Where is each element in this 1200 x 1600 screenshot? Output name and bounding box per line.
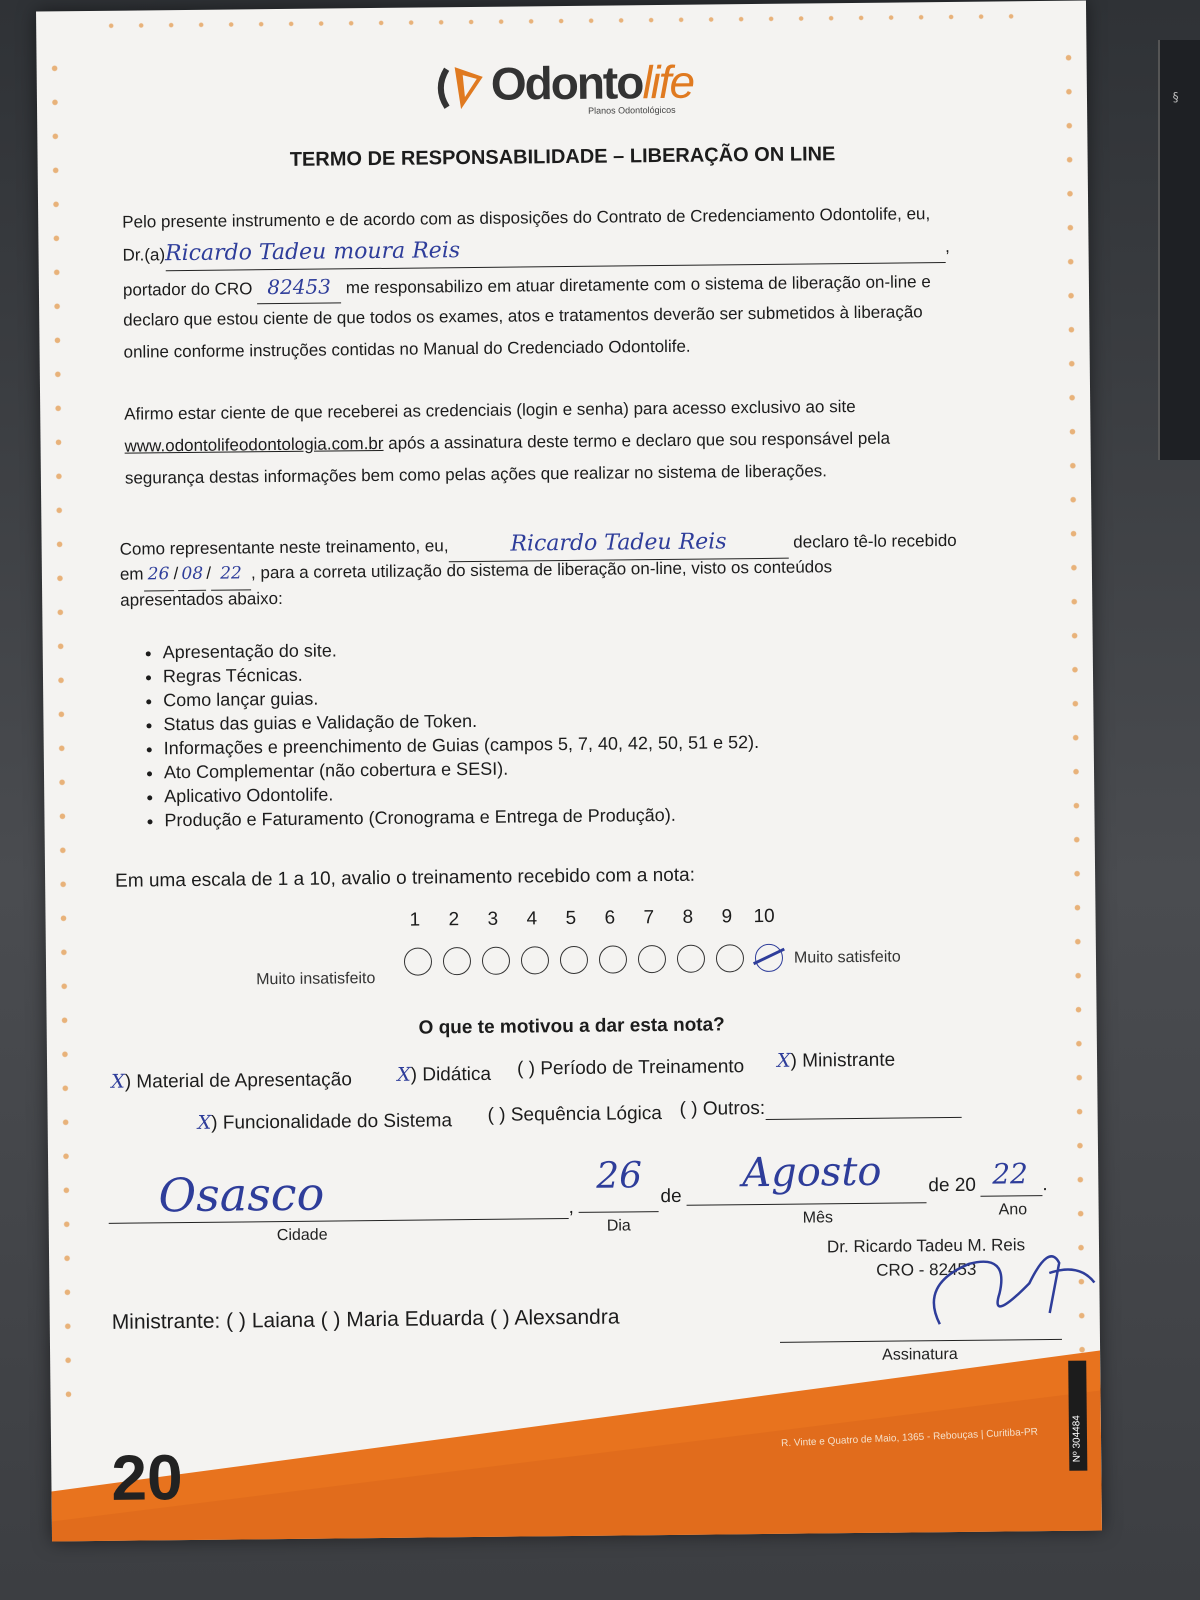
option-label: ( ) Período de Treinamento xyxy=(517,1056,745,1080)
option-ministrante[interactable] xyxy=(777,1049,895,1073)
serial-number-tag xyxy=(1068,1361,1087,1471)
option-didatica[interactable] xyxy=(397,1063,491,1087)
rating-option-1[interactable] xyxy=(404,947,432,975)
check-mark-icon: X xyxy=(776,1049,791,1072)
rating-option-7[interactable] xyxy=(638,945,666,973)
date-month-field: 08 xyxy=(178,558,206,591)
para1-dr-line: Dr.(a)Ricardo Tadeu moura Reis , xyxy=(122,230,950,272)
para1-line4: declaro que estou ciente de que todos os exames, atos e tratamentos deverão ser submetidos à liberação xyxy=(123,302,923,330)
rating-number-8: 8 xyxy=(682,906,694,928)
decorative-dots-left xyxy=(44,51,78,1401)
rating-number-1: 1 xyxy=(409,909,421,931)
rating-numbers xyxy=(403,906,783,936)
logo-tagline: Planos Odontológicos xyxy=(588,104,676,116)
rating-number-6: 6 xyxy=(604,907,616,929)
rating-options xyxy=(404,944,804,982)
logo-wordmark: Odontolife xyxy=(490,55,694,110)
city-separator: , xyxy=(568,1196,574,1219)
check-mark-icon: X xyxy=(197,1111,212,1134)
city-handwritten: Osasco xyxy=(158,1166,325,1223)
city-label: Cidade xyxy=(276,1226,328,1245)
option-funcionalidade-sistema[interactable] xyxy=(198,1109,453,1135)
option-material-apresentacao[interactable] xyxy=(111,1068,352,1094)
rating-number-5: 5 xyxy=(565,907,577,930)
date-em: em xyxy=(119,564,144,584)
rating-number-9: 9 xyxy=(721,906,733,928)
serial-number: Nº 304484 xyxy=(1071,1415,1083,1463)
month-label: Mês xyxy=(802,1209,834,1227)
stamp-cro: CRO - 82453 xyxy=(876,1259,977,1280)
date-de-1: de xyxy=(660,1185,682,1208)
rating-number-3: 3 xyxy=(487,908,499,930)
para3-line3: apresentados abaixo: xyxy=(120,588,283,610)
para2-line1: Afirmo estar ciente de que receberei as credenciais (login e senha) para acesso exclusivo ao site xyxy=(124,396,856,424)
dr-prefix: Dr.(a) xyxy=(122,245,166,265)
topic-item: • Apresentação do site. xyxy=(163,634,759,664)
side-device xyxy=(1158,40,1200,460)
rating-low-label: Muito insatisfeito xyxy=(256,970,376,989)
motivation-question: O que te motivou a dar esta nota? xyxy=(418,1014,725,1039)
rating-option-9[interactable] xyxy=(716,944,744,972)
option-outros[interactable] xyxy=(679,1096,961,1121)
para2-line3: segurança destas informações bem como pelas ações que realizar no sistema de liberações. xyxy=(124,461,828,488)
stamp-name: Dr. Ricardo Tadeu M. Reis xyxy=(826,1235,1026,1257)
check-mark-icon: X xyxy=(111,1070,125,1093)
decorative-dots-top xyxy=(96,9,1026,33)
rating-option-4[interactable] xyxy=(521,946,549,974)
side-device-glyph: § xyxy=(1172,90,1180,104)
outros-field[interactable] xyxy=(765,1099,961,1120)
topic-item: • Aplicativo Odontolife. xyxy=(164,778,760,808)
option-label: ) Ministrante xyxy=(790,1049,896,1072)
site-link[interactable]: www.odontolifeodontologia.com.br xyxy=(124,433,384,456)
day-label: Dia xyxy=(606,1217,631,1235)
option-periodo-treinamento[interactable] xyxy=(517,1056,744,1080)
option-label: ( ) Sequência Lógica xyxy=(487,1103,662,1126)
rating-option-2[interactable] xyxy=(443,947,471,975)
para3-line2: em 26 / 08 / 22 , para a correta utilização do sistema de liberação on-line, visto os conteúdos xyxy=(120,551,833,591)
rating-number-2: 2 xyxy=(448,909,460,931)
anniversary-badge: 20 xyxy=(110,1441,183,1514)
rating-question: Em uma escala de 1 a 10, avalio o treinamento recebido com a nota: xyxy=(115,864,696,892)
decorative-dots-right xyxy=(1058,41,1092,1391)
year-label: Ano xyxy=(998,1201,1028,1219)
topic-item: • Status das guias e Validação de Token. xyxy=(163,706,759,736)
year-handwritten: 22 xyxy=(992,1157,1029,1191)
rating-option-8[interactable] xyxy=(677,945,705,973)
para3-suffix: declaro tê-lo recebido xyxy=(793,530,957,552)
topic-item: • Regras Técnicas. xyxy=(163,658,759,688)
footer-address: R. Vinte e Quatro de Maio, 1365 - Rebouças | Curitiba-PR xyxy=(780,1426,1039,1450)
option-sequencia-logica[interactable] xyxy=(487,1103,662,1127)
topic-item: • Informações e preenchimento de Guias (campos 5, 7, 40, 42, 50, 51 e 52). xyxy=(164,730,760,760)
rating-option-5[interactable] xyxy=(560,946,588,974)
topic-item: • Como lançar guias. xyxy=(163,682,759,712)
rating-number-10: 10 xyxy=(753,905,775,928)
rating-option-3[interactable] xyxy=(482,947,510,975)
para1-line1: Pelo presente instrumento e de acordo com as disposições do Contrato de Credenciamento Odontolife, eu, xyxy=(122,204,931,232)
rating-number-7: 7 xyxy=(643,907,655,929)
logo-mark-icon xyxy=(433,63,490,114)
topic-item: • Produção e Faturamento (Cronograma e Entrega de Produção). xyxy=(164,802,760,832)
document-title: TERMO DE RESPONSABILIDADE – LIBERAÇÃO ON LINE xyxy=(289,143,836,171)
month-line xyxy=(687,1202,927,1206)
option-label: ) Funcionalidade do Sistema xyxy=(211,1110,453,1134)
check-mark-icon: X xyxy=(397,1063,411,1086)
day-handwritten: 26 xyxy=(596,1155,643,1197)
cro-prefix: portador do CRO xyxy=(122,279,253,300)
date-year-field: 22 xyxy=(211,557,251,590)
option-label: ) Material de Apresentação xyxy=(124,1069,352,1093)
year-prefix: de 20 xyxy=(928,1174,977,1197)
document-page xyxy=(36,1,1102,1542)
dr-name-field: Ricardo Tadeu moura Reis xyxy=(165,230,945,271)
option-label: ) Didática xyxy=(410,1063,492,1086)
rating-option-6[interactable] xyxy=(599,945,627,973)
rating-number-4: 4 xyxy=(526,908,538,930)
rating-option-10[interactable] xyxy=(755,944,783,972)
topic-item: • Ato Complementar (não cobertura e SESI). xyxy=(164,754,760,784)
footer-orange-band xyxy=(50,1350,1102,1541)
rating-high-label: Muito satisfeito xyxy=(793,948,901,967)
year-dot: . xyxy=(1042,1174,1048,1196)
day-line xyxy=(579,1211,659,1213)
signature-label: Assinatura xyxy=(882,1345,958,1364)
representative-name-field: Ricardo Tadeu Reis xyxy=(448,526,788,563)
month-handwritten: Agosto xyxy=(741,1148,882,1197)
handwritten-signature xyxy=(879,1222,1100,1334)
signature-line xyxy=(780,1339,1062,1343)
para2-line2-suffix: após a assinatura deste termo e declaro que sou responsável pela xyxy=(383,428,891,453)
option-label: ( ) Outros: xyxy=(679,1097,766,1120)
topics-list xyxy=(123,634,760,833)
cro-suffix: me responsabilizo em atuar diretamente com o sistema de liberação on-line e xyxy=(345,272,931,298)
cro-field: 82453 xyxy=(257,270,341,304)
odontolife-logo xyxy=(433,54,754,127)
year-line xyxy=(980,1195,1042,1197)
para3-prefix: Como representante neste treinamento, eu, xyxy=(119,536,449,559)
para3-line2-suffix: , para a correta utilização do sistema de liberação on-line, visto os conteúdos xyxy=(250,557,833,583)
para1-line5: online conforme instruções contidas no Manual do Credenciado Odontolife. xyxy=(123,336,691,362)
date-day-field: 26 xyxy=(143,558,173,591)
ministrante-line: Ministrante: ( ) Laiana ( ) Maria Eduarda ( ) Alexsandra xyxy=(111,1305,620,1334)
